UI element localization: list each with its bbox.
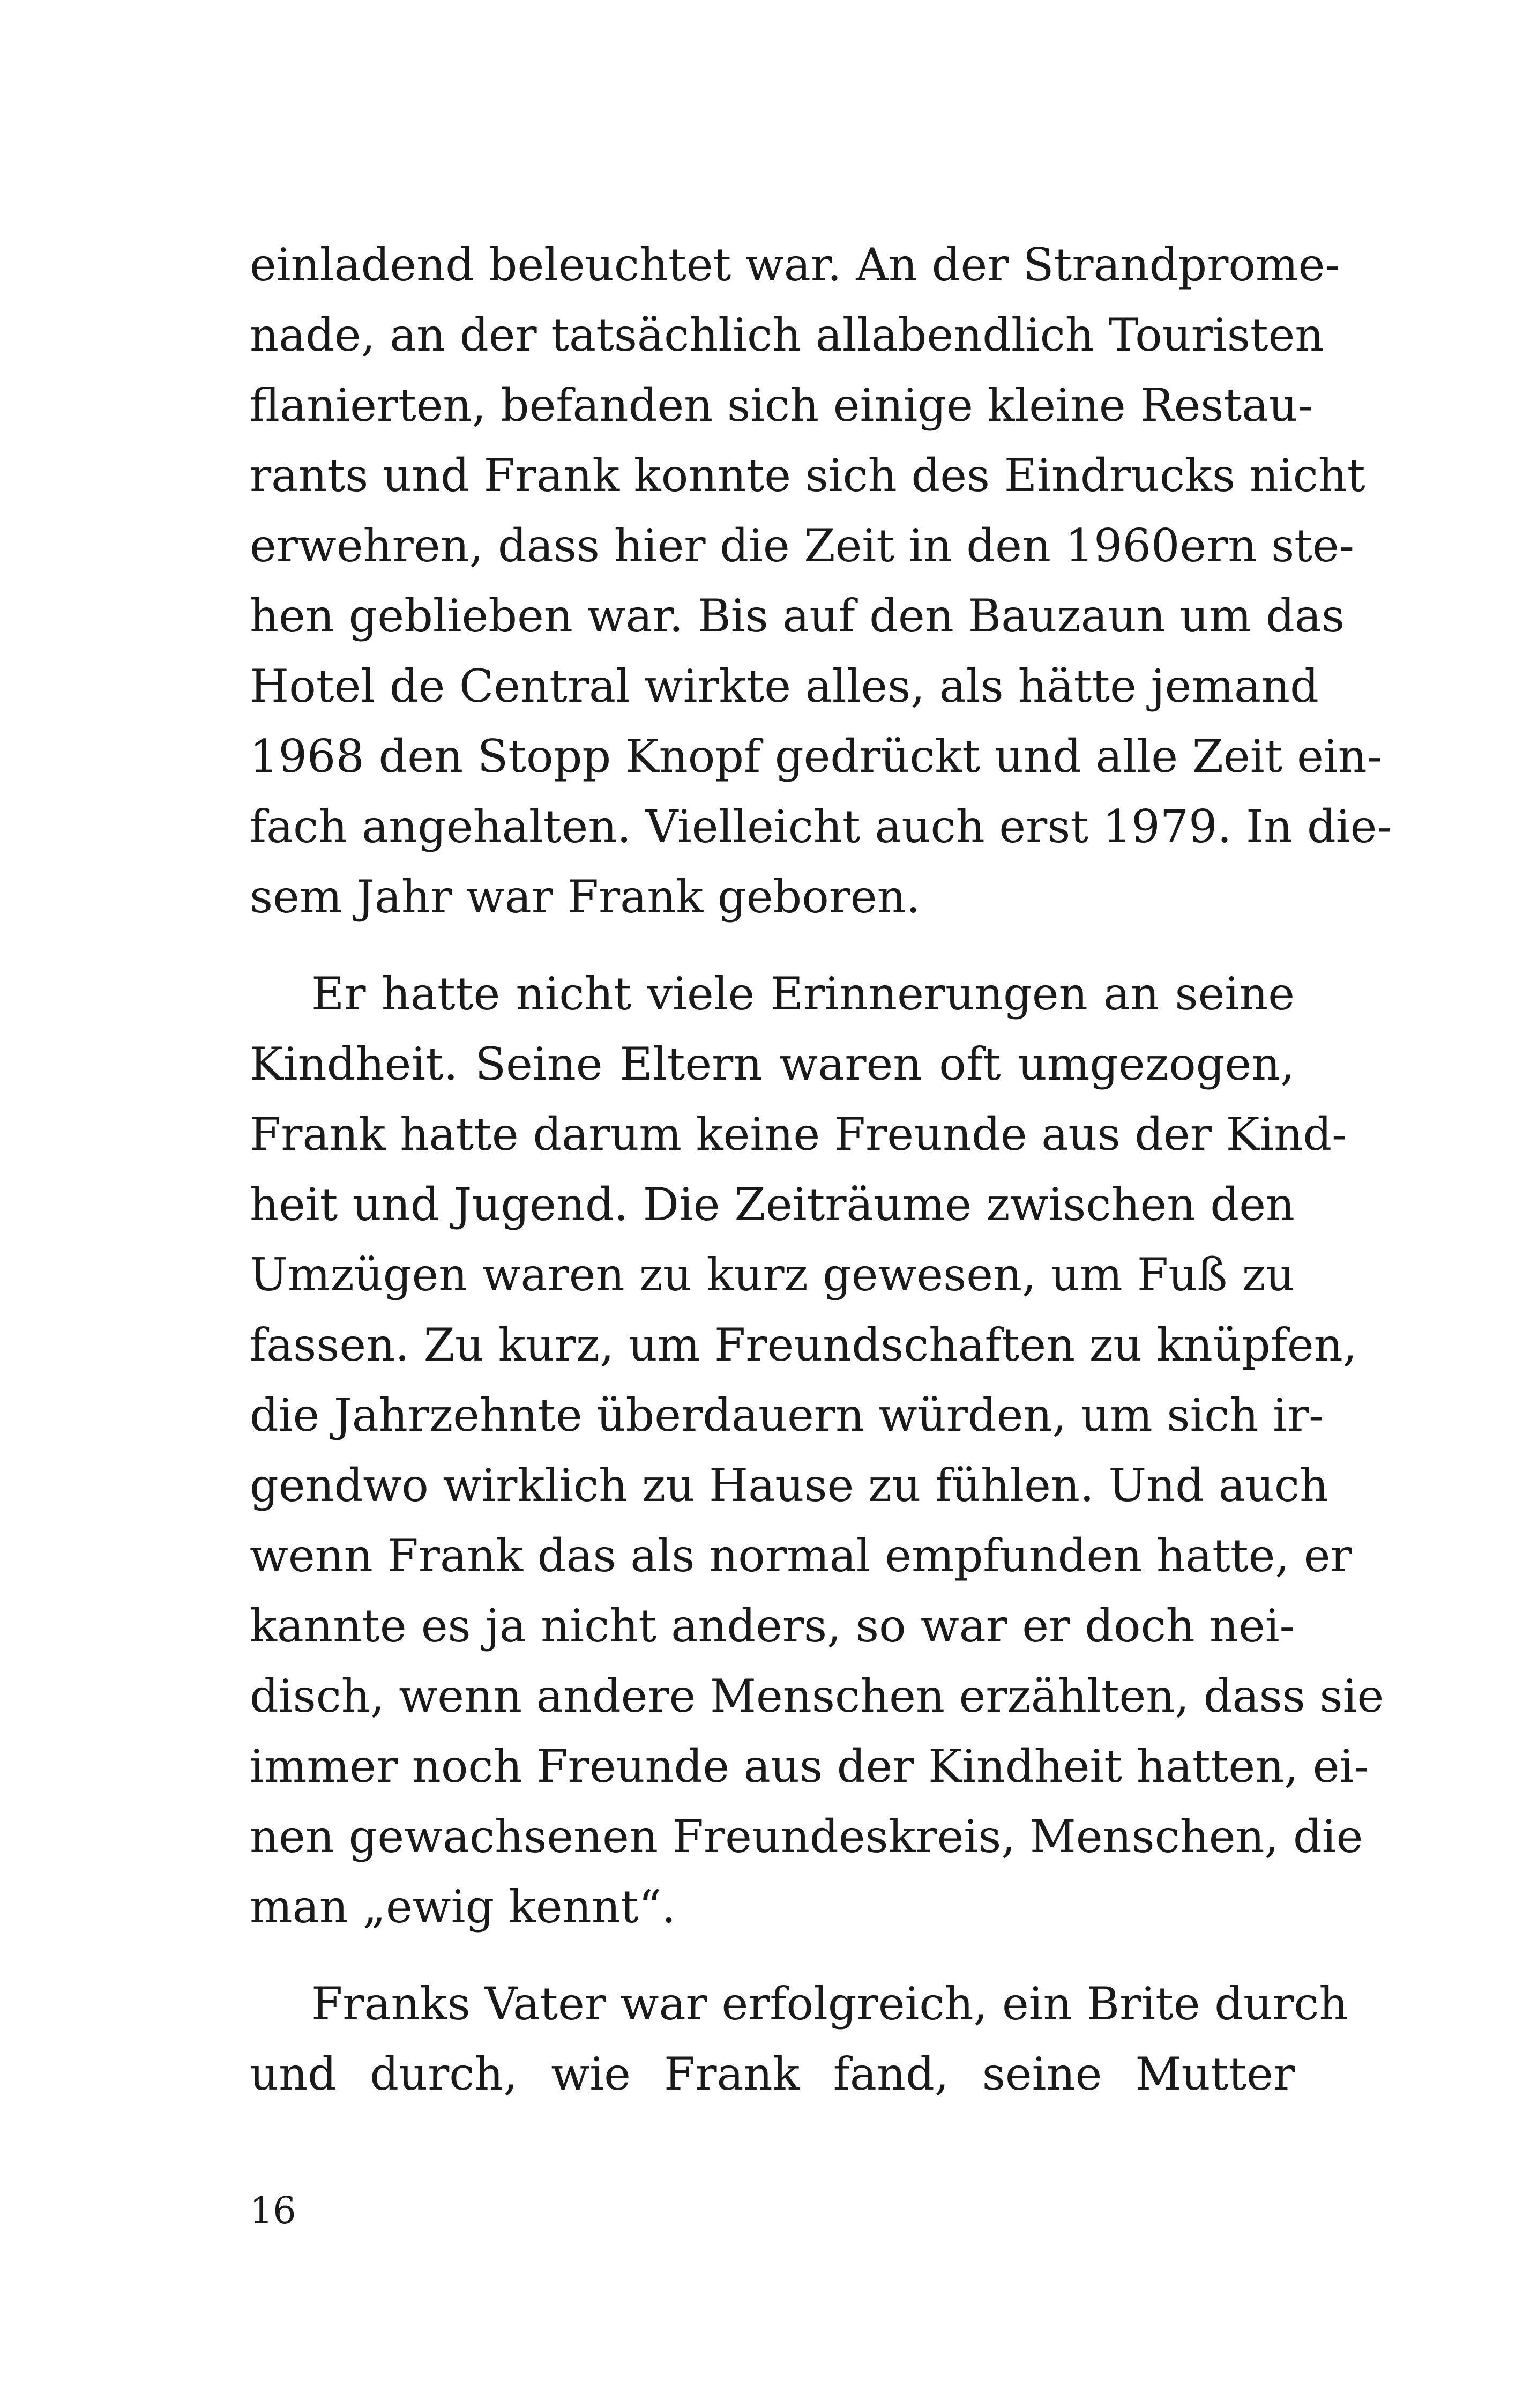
paragraph-2 (250, 959, 1384, 1942)
text-line: sem Jahr war Frank geboren. (250, 871, 921, 923)
text-line: erwehren, dass hier die Zeit in den 1960ern ste- (250, 519, 1355, 572)
page-number: 16 (250, 2190, 296, 2232)
text-line: und durch, wie Frank fand, seine Mutter (250, 2048, 1295, 2100)
text-line: fach angehalten. Vielleicht auch erst 1979. In die- (250, 800, 1392, 853)
paragraph-3 (250, 1969, 1348, 2109)
text-line: die Jahrzehnte überdauern würden, um sich ir- (250, 1389, 1324, 1441)
text-line: heit und Jugend. Die Zeiträume zwischen den (250, 1178, 1295, 1231)
text-line: Franks Vater war erfolgreich, ein Brite durch (311, 1978, 1348, 2030)
text-line: nade, an der tatsächlich allabendlich Touristen (250, 309, 1324, 361)
text-line: einladend beleuchtet war. An der Strandprome- (250, 239, 1340, 291)
text-line: kannte es ja nicht anders, so war er doch nei- (250, 1600, 1295, 1652)
text-line: hen geblieben war. Bis auf den Bauzaun um das (250, 590, 1345, 642)
text-line: immer noch Freunde aus der Kindheit hatten, ei- (250, 1740, 1369, 1793)
text-line: wenn Frank das als normal empfunden hatte, er (250, 1529, 1352, 1582)
text-line: Frank hatte darum keine Freunde aus der Kind- (250, 1108, 1347, 1161)
text-line: fassen. Zu kurz, um Freundschaften zu knüpfen, (250, 1319, 1357, 1371)
text-line: Hotel de Central wirkte alles, als hätte jemand (250, 660, 1319, 712)
body-text (250, 230, 1392, 2109)
text-line: 1968 den Stopp Knopf gedrückt und alle Zeit ein- (250, 730, 1383, 783)
text-line: Kindheit. Seine Eltern waren oft umgezogen, (250, 1038, 1295, 1090)
text-line: rants und Frank konnte sich des Eindrucks nicht (250, 449, 1365, 502)
text-line: gendwo wirklich zu Hause zu fühlen. Und auch (250, 1459, 1329, 1512)
text-line: Umzügen waren zu kurz gewesen, um Fuß zu (250, 1248, 1295, 1301)
text-line: man „ewig kennt“. (250, 1881, 676, 1933)
paragraph-1 (250, 230, 1392, 932)
text-line: Er hatte nicht viele Erinnerungen an seine (311, 968, 1295, 1020)
text-line: flanierten, befanden sich einige kleine Restau- (250, 379, 1313, 432)
text-line: disch, wenn andere Menschen erzählten, dass sie (250, 1670, 1384, 1722)
text-line: nen gewachsenen Freundeskreis, Menschen, die (250, 1810, 1363, 1863)
